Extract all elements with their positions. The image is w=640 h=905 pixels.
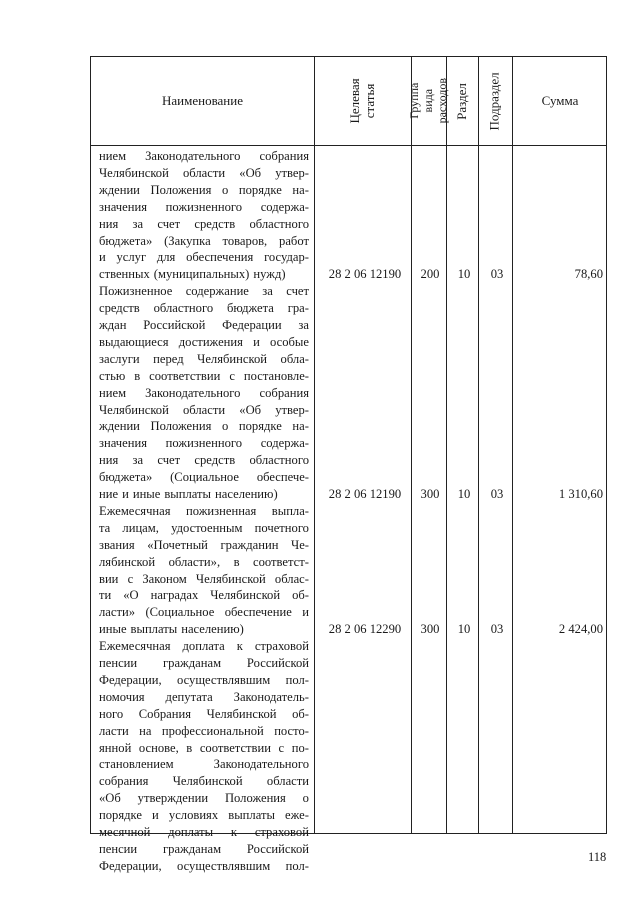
row-razdel-cell: 10	[457, 267, 471, 282]
row-name-line: стью в соответствии с постановле-	[99, 368, 309, 383]
row-group-cell: 300	[420, 487, 440, 501]
row-name-line: иные выплаты населению)	[99, 622, 244, 637]
row-name-line: бюджета» (Закупка товаров, работ	[99, 233, 309, 248]
col-divider	[478, 57, 479, 833]
row-name-line: становлением Законодательного	[99, 757, 309, 772]
row-name-line: Челябинской области «Об утвер-	[99, 402, 309, 417]
row-name-line: Федерации, осуществлявшим пол-	[99, 858, 309, 873]
row-name-line: Ежемесячная пожизненная выпла-	[99, 503, 309, 518]
header-group: Группа вида расходов	[406, 78, 449, 124]
col-divider	[314, 57, 315, 833]
header-target-cell	[314, 57, 411, 145]
row-name-line: звания «Почетный гражданин Че-	[99, 537, 309, 552]
header-sum: Сумма	[541, 92, 579, 108]
row-name-line: нием Законодательного собрания	[99, 385, 309, 400]
row-name-line: и услуг для обеспечения государ-	[99, 250, 309, 265]
row-name-line: ственных (муниципальных) нужд)	[99, 267, 286, 282]
header-name: Наименование	[162, 92, 243, 108]
row-name-line: Челябинской области «Об утвер-	[99, 165, 309, 180]
row-name-line: лябинской области», в соответст-	[99, 554, 309, 569]
col-divider	[411, 57, 412, 833]
header-divider	[91, 145, 606, 146]
row-name-line: выдающиеся достижения и особые	[99, 334, 309, 349]
header-sum-cell	[512, 57, 608, 145]
col-divider	[512, 57, 513, 833]
page-number: 118	[588, 850, 607, 864]
row-name-line: ния за счет средств областного	[99, 453, 309, 468]
row-name-line: месячной доплаты к страховой	[99, 825, 309, 839]
header-target: Целевая статья	[346, 78, 377, 124]
header-razdel-cell	[446, 57, 478, 145]
row-sum-cell: 2 424,00	[558, 622, 603, 637]
row-name-line: ние и иные выплаты населению)	[99, 487, 278, 501]
row-name-line: ного Собрания Челябинской об-	[99, 706, 309, 721]
row-name-line: ния за счет средств областного	[99, 216, 309, 231]
row-podrazdel-cell: 03	[490, 487, 504, 501]
row-name-line: вии с Законом Челябинской облас-	[99, 571, 309, 586]
row-group-cell: 200	[420, 267, 440, 282]
row-name-line: бюджета» (Социальное обеспече-	[99, 470, 309, 485]
row-name-line: заслуги перед Челябинской обла-	[99, 351, 309, 366]
row-name-line: янной основе, в соответствии с по-	[99, 740, 309, 755]
row-sum-cell: 1 310,60	[558, 487, 603, 501]
row-name-line: средств областного бюджета гра-	[99, 301, 309, 316]
row-name-line: собрания Челябинской области	[99, 774, 309, 789]
row-name-line: пенсии гражданам Российской	[99, 656, 309, 670]
row-group-cell: 300	[420, 622, 440, 637]
header-podrazdel-cell	[478, 57, 512, 145]
col-divider	[446, 57, 447, 833]
row-name-line: Пожизненное содержание за счет	[99, 284, 309, 299]
row-target-cell: 28 2 06 12290	[328, 622, 402, 637]
row-name-line: ждан Российской Федерации за	[99, 318, 309, 332]
row-podrazdel-cell: 03	[490, 267, 504, 282]
row-name-line: «Об утверждении Положения о	[99, 791, 309, 806]
row-name-line: ждении Положения о порядке на-	[99, 182, 309, 197]
row-name-line: номочия депутата Законодатель-	[99, 689, 309, 704]
row-target-cell: 28 2 06 12190	[328, 487, 402, 501]
row-name-line: нием Законодательного собрания	[99, 149, 309, 163]
row-name-line: Ежемесячная доплата к страховой	[99, 639, 309, 654]
row-sum-cell: 78,60	[574, 267, 603, 282]
row-name-line: ждении Положения о порядке на-	[99, 419, 309, 434]
header-name-cell	[91, 57, 314, 145]
row-name-line: ти «О наградах Челябинской об-	[99, 588, 309, 603]
row-podrazdel-cell: 03	[490, 622, 504, 637]
row-name-line: ласти» (Социальное обеспечение и	[99, 605, 309, 620]
row-razdel-cell: 10	[457, 487, 471, 501]
row-name-line: значения пожизненного содержа-	[99, 436, 309, 451]
row-name-line: та лицам, удостоенным почетного	[99, 520, 309, 535]
row-razdel-cell: 10	[457, 622, 471, 637]
header-podrazdel: Подраздел	[486, 71, 502, 131]
row-name-line: ласти на профессиональной посто-	[99, 723, 309, 738]
row-target-cell: 28 2 06 12190	[328, 267, 402, 282]
header-group-cell	[406, 57, 449, 145]
row-name-line: Федерации, осуществлявшим пол-	[99, 672, 309, 687]
header-razdel: Раздел	[453, 82, 469, 120]
row-name-line: порядке и условиях выплаты еже-	[99, 808, 309, 823]
row-name-line: пенсии гражданам Российской	[99, 841, 309, 856]
row-name-line: значения пожизненного содержа-	[99, 199, 309, 214]
